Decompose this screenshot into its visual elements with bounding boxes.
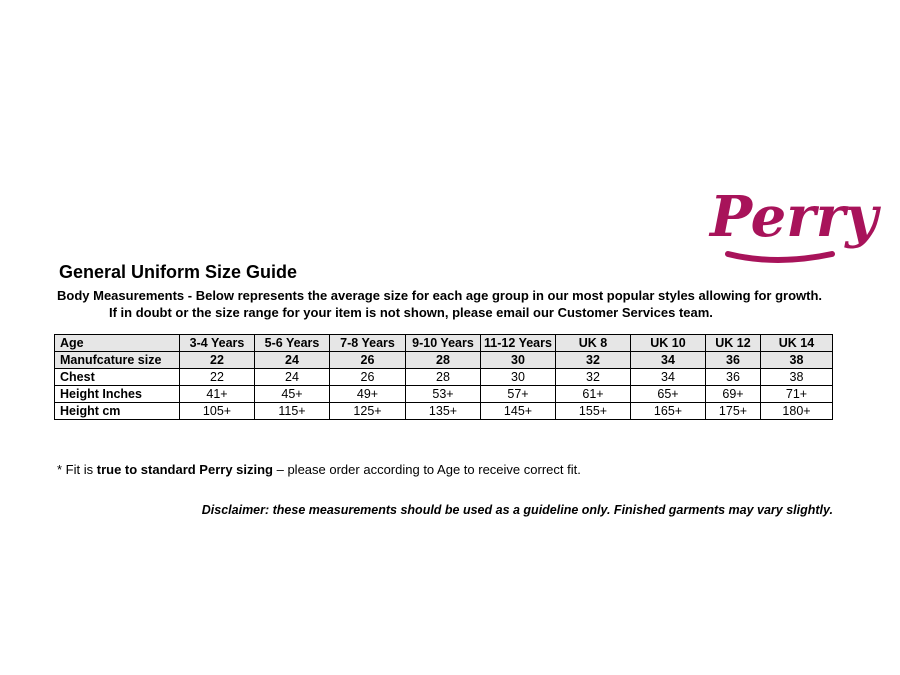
row-label: Manufcature size — [55, 352, 180, 369]
perry-logo-wordmark: Perry — [710, 184, 878, 250]
fit-note — [57, 462, 581, 477]
table-row-manufacture-size — [55, 352, 833, 369]
table-cell: 71+ — [761, 386, 833, 403]
perry-logo — [706, 174, 878, 266]
column-header: 5-6 Years — [255, 335, 330, 352]
table-cell: 61+ — [556, 386, 631, 403]
table-cell: 28 — [406, 369, 481, 386]
table-cell: 115+ — [255, 403, 330, 420]
table-cell: 65+ — [631, 386, 706, 403]
subtitle-line-1: Body Measurements - Below represents the average size for each age group in our most popular styles allowing for growth. — [57, 288, 823, 303]
table-cell: 26 — [330, 352, 406, 369]
table-cell: 22 — [180, 352, 255, 369]
table-cell: 69+ — [706, 386, 761, 403]
fit-note-suffix: – please order according to Age to receive correct fit. — [273, 462, 581, 477]
table-cell: 34 — [631, 369, 706, 386]
table-cell: 26 — [330, 369, 406, 386]
table-cell: 30 — [481, 352, 556, 369]
table-cell: 180+ — [761, 403, 833, 420]
perry-logo-swoosh — [728, 254, 832, 260]
table-cell: 175+ — [706, 403, 761, 420]
header-age-label: Age — [55, 335, 180, 352]
row-label: Chest — [55, 369, 180, 386]
table-cell: 53+ — [406, 386, 481, 403]
table-cell: 41+ — [180, 386, 255, 403]
table-cell: 34 — [631, 352, 706, 369]
column-header: 3-4 Years — [180, 335, 255, 352]
page-title: General Uniform Size Guide — [59, 262, 298, 282]
table-cell: 24 — [255, 352, 330, 369]
column-header: 7-8 Years — [330, 335, 406, 352]
table-cell: 165+ — [631, 403, 706, 420]
table-row-height-inches — [55, 386, 833, 403]
table-cell: 22 — [180, 369, 255, 386]
table-cell: 45+ — [255, 386, 330, 403]
table-cell: 125+ — [330, 403, 406, 420]
column-header: UK 10 — [631, 335, 706, 352]
table-cell: 49+ — [330, 386, 406, 403]
size-guide-table — [54, 334, 833, 420]
column-header: UK 12 — [706, 335, 761, 352]
column-header: UK 8 — [556, 335, 631, 352]
table-row-chest — [55, 369, 833, 386]
table-cell: 28 — [406, 352, 481, 369]
table-cell: 145+ — [481, 403, 556, 420]
table-cell: 24 — [255, 369, 330, 386]
table-cell: 30 — [481, 369, 556, 386]
column-header: 11-12 Years — [481, 335, 556, 352]
row-label: Height cm — [55, 403, 180, 420]
table-cell: 135+ — [406, 403, 481, 420]
column-header: UK 14 — [761, 335, 833, 352]
disclaimer: Disclaimer: these measurements should be used as a guideline only. Finished garments may vary slightly. — [201, 503, 833, 517]
header-row — [55, 335, 833, 352]
table-cell: 38 — [761, 352, 833, 369]
table-cell: 38 — [761, 369, 833, 386]
table-cell: 32 — [556, 369, 631, 386]
table-cell: 57+ — [481, 386, 556, 403]
row-label: Height Inches — [55, 386, 180, 403]
table-cell: 36 — [706, 352, 761, 369]
table-cell: 105+ — [180, 403, 255, 420]
table-cell: 32 — [556, 352, 631, 369]
table-cell: 155+ — [556, 403, 631, 420]
column-header: 9-10 Years — [406, 335, 481, 352]
fit-note-emphasis: true to standard Perry sizing — [96, 462, 273, 477]
table-row-height-cm — [55, 403, 833, 420]
fit-note-prefix: * Fit is — [57, 462, 97, 477]
table-cell: 36 — [706, 369, 761, 386]
subtitle-line-2: If in doubt or the size range for your item is not shown, please email our Customer Services team. — [109, 305, 713, 320]
